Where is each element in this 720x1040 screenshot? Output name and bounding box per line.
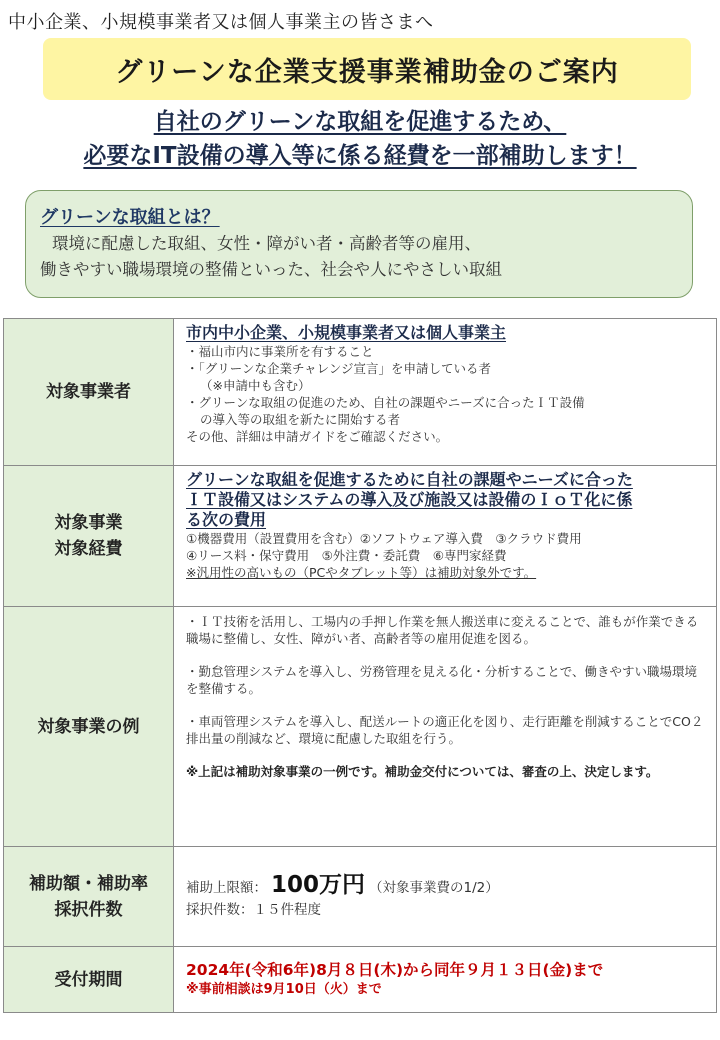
- examples-note: ※上記は補助対象事業の一例です。補助金交付については、審査の上、決定します。: [186, 764, 659, 779]
- row-expenses-head: [4, 466, 174, 607]
- eligible-title: 市内中小企業、小規模事業者又は個人事業主: [186, 323, 507, 342]
- expenses-title-2: ＩＴ設備又はシステムの導入及び施設又は設備のＩｏＴ化に係: [186, 490, 633, 509]
- green-definition-text: [40, 231, 678, 283]
- amount-head-1: 補助額・補助率: [29, 873, 148, 894]
- green-definition-box: [25, 190, 693, 298]
- expenses-line-2: ④リース料・保守費用 ⑤外注費・委託費 ⑥専門家経費: [186, 548, 507, 563]
- green-definition-line-2: 働きやすい職場環境の整備といった、社会や人にやさしい取組: [40, 260, 502, 279]
- expenses-note: ※汎用性の高いもの（PCやタブレット等）は補助対象外です。: [186, 565, 537, 580]
- expenses-title-1: グリーンな取組を促進するために自社の課題やニーズに合った: [186, 470, 633, 489]
- row-eligible-head: 対象事業者: [4, 319, 174, 466]
- amount-limit-note: （対象事業費の1/2）: [369, 880, 499, 896]
- row-examples-head: 対象事業の例: [4, 607, 174, 847]
- headline-line-1: 自社のグリーンな取組を促進するため、: [153, 109, 567, 135]
- row-examples-body: [174, 607, 717, 847]
- expenses-head-1: 対象事業: [54, 513, 123, 533]
- title-banner: [43, 38, 691, 100]
- row-eligible: [4, 319, 717, 466]
- eligible-line-6: その他、詳細は申請ガイドをご確認ください。: [186, 429, 449, 444]
- expenses-title: [186, 470, 706, 530]
- row-period-body: [174, 947, 717, 1013]
- expenses-line-1: ①機器費用（設置費用を含む）②ソフトウェア導入費 ③クラウド費用: [186, 531, 582, 546]
- row-eligible-body: [174, 319, 717, 466]
- row-expenses-body: [174, 466, 717, 607]
- eligible-line-5: の導入等の取組を新たに開始する者: [200, 412, 401, 427]
- row-period-head: 受付期間: [4, 947, 174, 1013]
- page-title: グリーンな企業支援事業補助金のご案内: [115, 56, 619, 88]
- expenses-head-2: 対象経費: [54, 539, 123, 559]
- row-amount-body: [174, 847, 717, 947]
- amount-limit-label: 補助上限額：: [186, 880, 267, 896]
- headline-line-2: 必要なIT設備の導入等に係る経費を一部補助します！: [83, 143, 637, 169]
- headline: [0, 105, 720, 173]
- green-definition-line-1: 環境に配慮した取組、女性・障がい者・高齢者等の雇用、: [52, 234, 481, 253]
- audience-line: 中小企業、小規模事業者又は個人事業主の皆さまへ: [8, 12, 434, 33]
- amount-count: 採択件数：１５件程度: [186, 902, 321, 918]
- eligible-line-3: （※申請中も含む）: [200, 378, 311, 393]
- example-item-3: ・車両管理システムを導入し、配送ルートの適正化を図り、走行距離を削減することでCO２排出量の削減など、環境に配慮した取組を行う。: [186, 714, 704, 746]
- period-sub: ※事前相談は9月10日（火）まで: [186, 981, 382, 997]
- info-table: [3, 318, 717, 1013]
- period-main: 2024年(令和6年)8月８日(木)から同年９月１３日(金)まで: [186, 960, 604, 979]
- amount-limit: [186, 872, 706, 901]
- row-amount-head: [4, 847, 174, 947]
- row-expenses: [4, 466, 717, 607]
- row-examples: [4, 607, 717, 847]
- eligible-line-2: ・「グリーンな企業チャレンジ宣言」を申請している者: [186, 361, 492, 376]
- row-amount: [4, 847, 717, 947]
- row-period: [4, 947, 717, 1013]
- amount-head-2: 採択件数: [54, 899, 123, 920]
- example-item-2: ・勤怠管理システムを導入し、労務管理を見える化・分析することで、働きやすい職場環境を整備する。: [186, 664, 698, 696]
- expenses-title-3: る次の費用: [186, 510, 267, 529]
- example-item-1: ・ＩＴ技術を活用し、工場内の手押し作業を無人搬送車に変えることで、誰もが作業できる職場に整備し、女性、障がい者、高齢者等の雇用促進を図る。: [186, 614, 699, 646]
- eligible-line-4: ・グリーンな取組の促進のため、自社の課題やニーズに合ったＩＴ設備: [186, 395, 585, 410]
- green-definition-title: グリーンな取組とは？: [40, 207, 220, 228]
- amount-limit-value: 100万円: [271, 872, 366, 898]
- eligible-line-1: ・福山市内に事業所を有すること: [186, 344, 374, 359]
